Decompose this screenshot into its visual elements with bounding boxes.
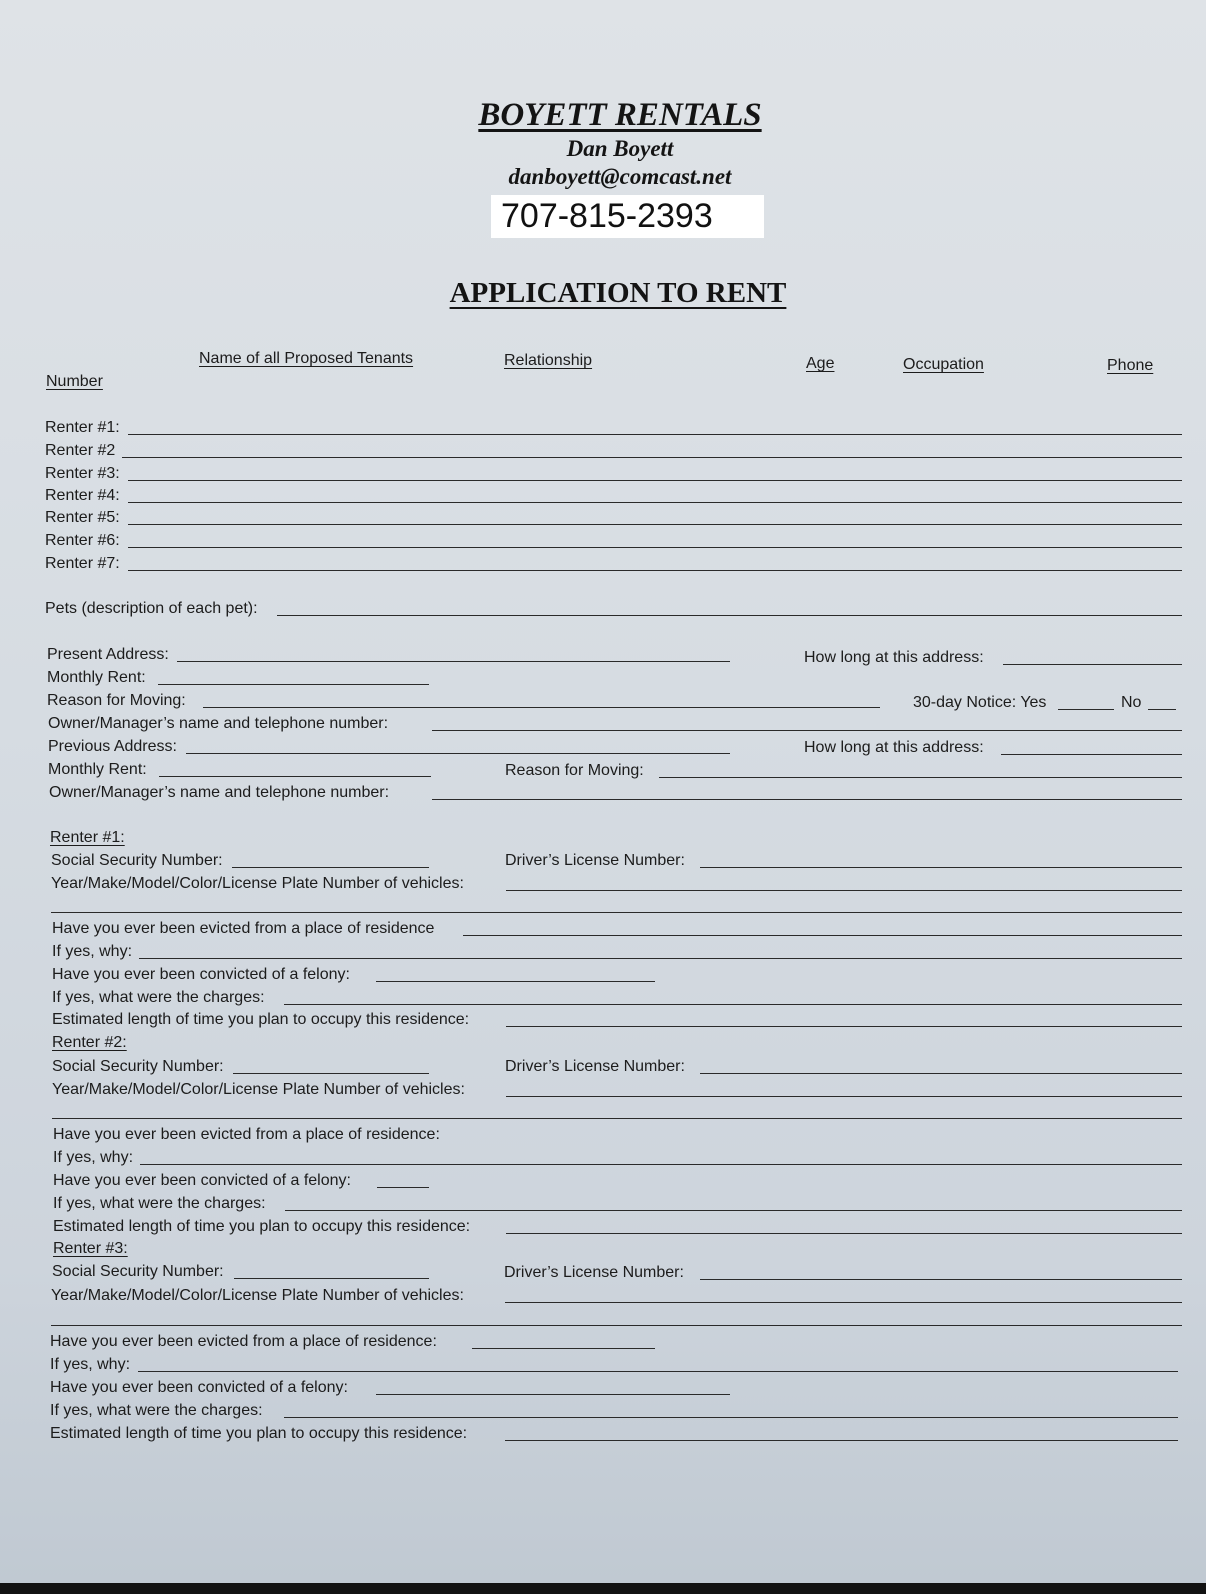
owner-manager-field[interactable] bbox=[432, 730, 1182, 731]
length-field[interactable] bbox=[506, 1026, 1182, 1027]
vehicles-field[interactable] bbox=[506, 1096, 1182, 1097]
ssn-label: Social Security Number: bbox=[51, 852, 223, 869]
renter-row-field[interactable] bbox=[128, 502, 1182, 503]
reason-moving-field[interactable] bbox=[203, 707, 880, 708]
how-long-label: How long at this address: bbox=[804, 649, 984, 666]
vehicles-field[interactable] bbox=[505, 1302, 1182, 1303]
present-address-label: Present Address: bbox=[47, 646, 169, 663]
felony-label: Have you ever been convicted of a felony: bbox=[53, 1172, 351, 1189]
pets-field[interactable] bbox=[277, 615, 1182, 616]
owner-manager-label: Owner/Manager’s name and telephone number: bbox=[49, 784, 390, 801]
renter-row-label: Renter #7: bbox=[45, 555, 120, 572]
vehicles-label: Year/Make/Model/Color/License Plate Number of vehicles: bbox=[51, 1287, 464, 1304]
col-age: Age bbox=[806, 355, 835, 372]
vehicles-field-2[interactable] bbox=[52, 1118, 1182, 1119]
renter-row-label: Renter #1: bbox=[45, 419, 120, 436]
reason-moving-label: Reason for Moving: bbox=[505, 762, 644, 779]
vehicles-field-2[interactable] bbox=[51, 912, 1182, 913]
ssn-field[interactable] bbox=[234, 1278, 429, 1279]
why-field[interactable] bbox=[140, 1164, 1182, 1165]
col-names: Name of all Proposed Tenants bbox=[199, 350, 414, 367]
length-label: Estimated length of time you plan to occupy this residence: bbox=[53, 1218, 471, 1235]
length-field[interactable] bbox=[505, 1440, 1178, 1441]
renter-row-field[interactable] bbox=[128, 434, 1182, 435]
contact-name: Dan Boyett bbox=[566, 136, 674, 161]
dl-label: Driver’s License Number: bbox=[504, 1264, 684, 1281]
ssn-label: Social Security Number: bbox=[52, 1058, 224, 1075]
renter-row-field[interactable] bbox=[128, 570, 1182, 571]
felony-label: Have you ever been convicted of a felony: bbox=[50, 1379, 348, 1396]
previous-address-field[interactable] bbox=[186, 753, 730, 754]
length-label: Estimated length of time you plan to occupy this residence: bbox=[52, 1011, 470, 1028]
how-long-field[interactable] bbox=[1001, 754, 1182, 755]
renter-row-label: Renter #3: bbox=[45, 465, 120, 482]
renter-section-heading: Renter #1: bbox=[50, 829, 125, 846]
vehicles-field-2[interactable] bbox=[51, 1325, 1182, 1326]
col-relationship: Relationship bbox=[504, 352, 593, 369]
notice-no-field[interactable] bbox=[1148, 709, 1176, 710]
form-title: APPLICATION TO RENT bbox=[449, 277, 787, 309]
notice-yes-field[interactable] bbox=[1058, 709, 1114, 710]
charges-label: If yes, what were the charges: bbox=[50, 1402, 263, 1419]
evicted-field[interactable] bbox=[463, 935, 1182, 936]
evicted-label: Have you ever been evicted from a place of residence: bbox=[53, 1126, 440, 1143]
charges-label: If yes, what were the charges: bbox=[53, 1195, 266, 1212]
ssn-field[interactable] bbox=[232, 867, 429, 868]
dl-field[interactable] bbox=[700, 1073, 1182, 1074]
present-address-field[interactable] bbox=[177, 661, 730, 662]
pets-label: Pets (description of each pet): bbox=[45, 600, 258, 617]
renter-row-label: Renter #5: bbox=[45, 509, 120, 526]
dl-field[interactable] bbox=[700, 1279, 1182, 1280]
why-field[interactable] bbox=[138, 1371, 1178, 1372]
evicted-field[interactable] bbox=[472, 1348, 655, 1349]
length-label: Estimated length of time you plan to occupy this residence: bbox=[50, 1425, 468, 1442]
why-field[interactable] bbox=[139, 958, 1182, 959]
renter-row-field[interactable] bbox=[128, 480, 1182, 481]
dl-label: Driver’s License Number: bbox=[505, 852, 685, 869]
reason-moving-field[interactable] bbox=[659, 777, 1182, 778]
ssn-field[interactable] bbox=[233, 1073, 429, 1074]
why-label: If yes, why: bbox=[50, 1356, 131, 1373]
renter-section-heading: Renter #3: bbox=[53, 1240, 128, 1257]
charges-field[interactable] bbox=[285, 1210, 1182, 1211]
evicted-label: Have you ever been evicted from a place of residence bbox=[52, 920, 435, 937]
renter-row-field[interactable] bbox=[128, 547, 1182, 548]
table-edge bbox=[0, 1583, 1206, 1594]
dl-field[interactable] bbox=[700, 867, 1182, 868]
reason-moving-label: Reason for Moving: bbox=[47, 692, 186, 709]
owner-manager-field[interactable] bbox=[432, 799, 1182, 800]
evicted-label: Have you ever been evicted from a place of residence: bbox=[50, 1333, 437, 1350]
renter-section-heading: Renter #2: bbox=[52, 1034, 127, 1051]
how-long-label: How long at this address: bbox=[804, 739, 984, 756]
notice-no-label: No bbox=[1121, 694, 1142, 711]
charges-field[interactable] bbox=[284, 1004, 1182, 1005]
company-name: BOYETT RENTALS bbox=[478, 97, 762, 133]
renter-row-label: Renter #4: bbox=[45, 487, 120, 504]
notice-yes-label: 30-day Notice: Yes bbox=[913, 694, 1047, 711]
length-field[interactable] bbox=[506, 1233, 1182, 1234]
how-long-field[interactable] bbox=[1003, 664, 1182, 665]
felony-field[interactable] bbox=[377, 1187, 429, 1188]
previous-address-label: Previous Address: bbox=[48, 738, 177, 755]
why-label: If yes, why: bbox=[53, 1149, 134, 1166]
why-label: If yes, why: bbox=[52, 943, 133, 960]
monthly-rent-label: Monthly Rent: bbox=[48, 761, 147, 778]
renter-row-field[interactable] bbox=[122, 457, 1182, 458]
vehicles-field[interactable] bbox=[506, 890, 1182, 891]
vehicles-label: Year/Make/Model/Color/License Plate Number of vehicles: bbox=[52, 1081, 465, 1098]
col-number: Number bbox=[46, 373, 103, 390]
col-phone: Phone bbox=[1107, 357, 1154, 374]
felony-field[interactable] bbox=[376, 981, 655, 982]
monthly-rent-field[interactable] bbox=[159, 776, 431, 777]
vehicles-label: Year/Make/Model/Color/License Plate Number of vehicles: bbox=[51, 875, 464, 892]
monthly-rent-field[interactable] bbox=[158, 684, 429, 685]
contact-phone: 707-815-2393 bbox=[491, 195, 764, 238]
felony-field[interactable] bbox=[376, 1394, 730, 1395]
monthly-rent-label: Monthly Rent: bbox=[47, 669, 146, 686]
charges-label: If yes, what were the charges: bbox=[52, 989, 265, 1006]
dl-label: Driver’s License Number: bbox=[505, 1058, 685, 1075]
renter-row-field[interactable] bbox=[128, 524, 1182, 525]
felony-label: Have you ever been convicted of a felony: bbox=[52, 966, 350, 983]
contact-email: danboyett@comcast.net bbox=[508, 164, 732, 189]
charges-field[interactable] bbox=[284, 1417, 1178, 1418]
owner-manager-label: Owner/Manager’s name and telephone number: bbox=[48, 715, 389, 732]
renter-row-label: Renter #6: bbox=[45, 532, 120, 549]
renter-row-label: Renter #2 bbox=[45, 442, 116, 459]
ssn-label: Social Security Number: bbox=[52, 1263, 224, 1280]
col-occupation: Occupation bbox=[903, 356, 984, 373]
